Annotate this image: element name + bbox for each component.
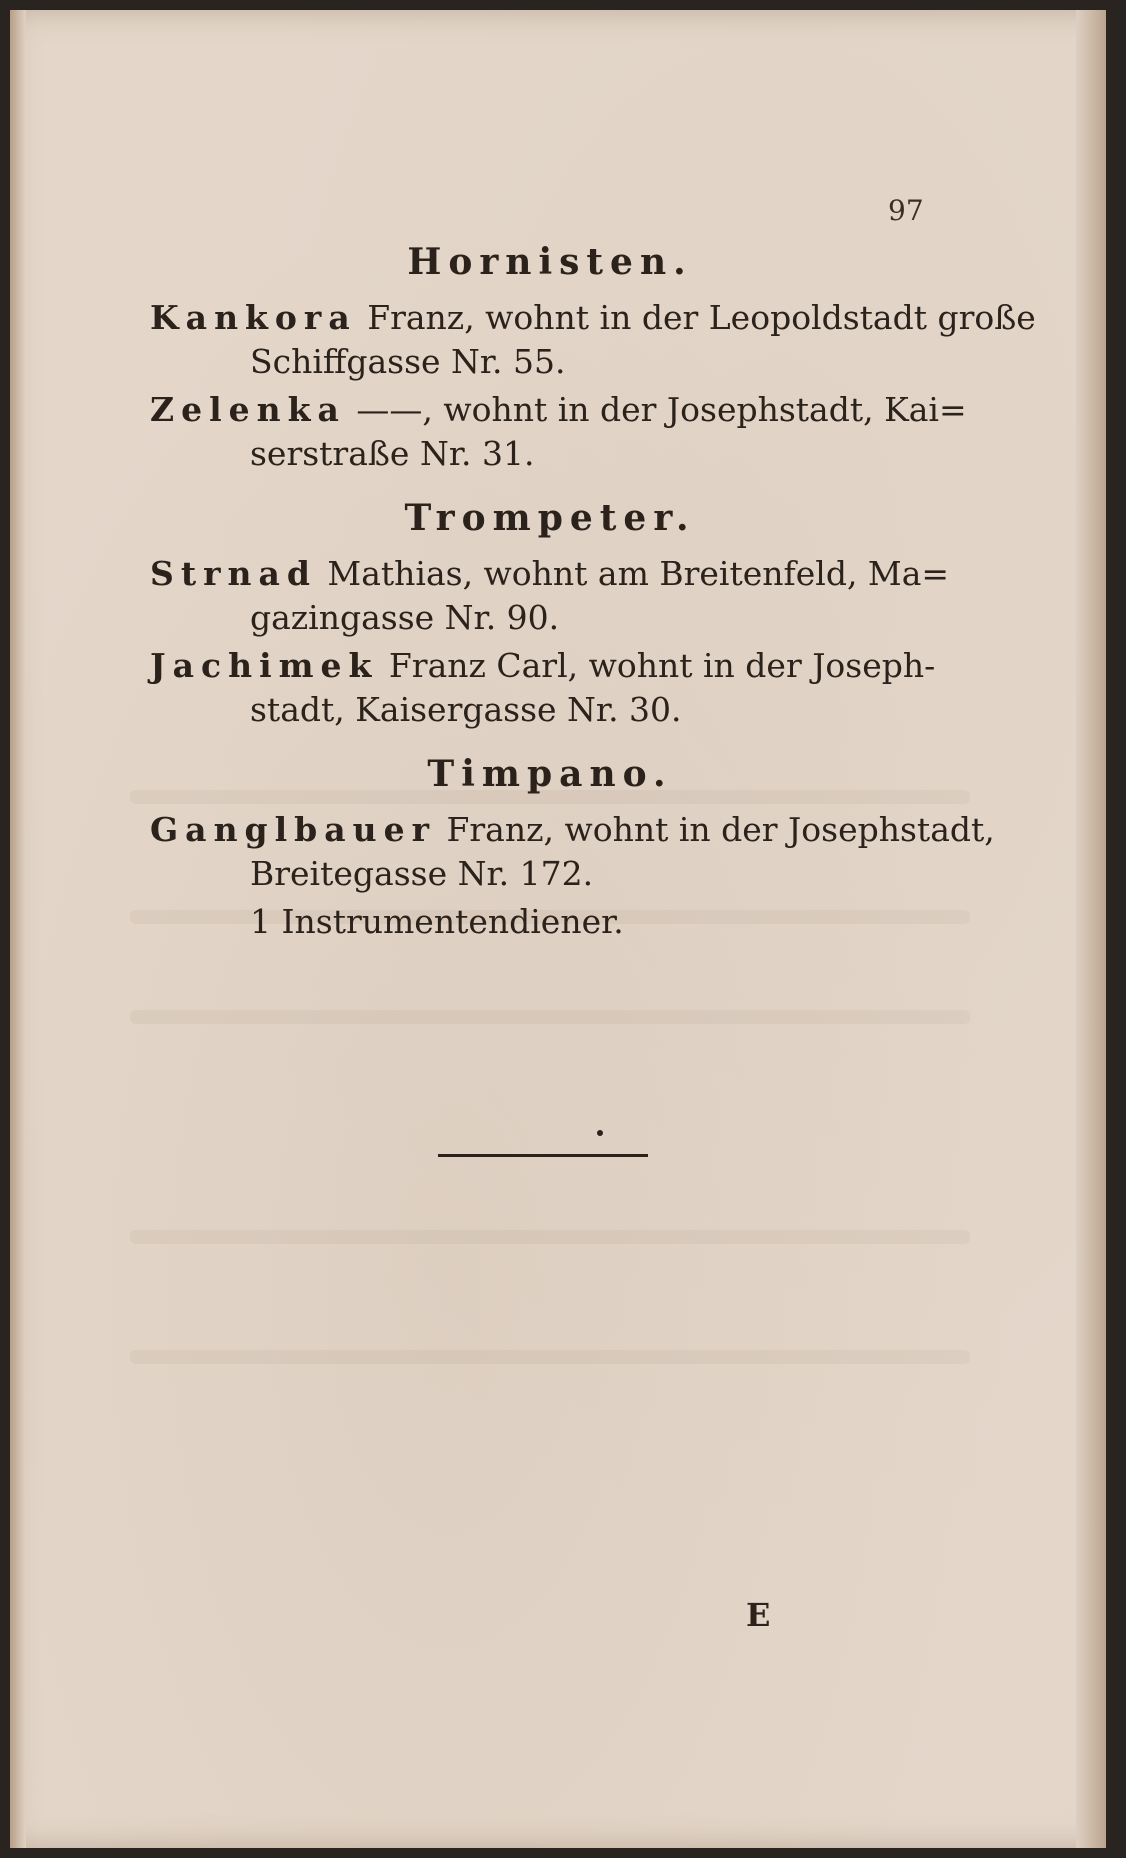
entry-surname: Kankora (150, 298, 357, 337)
list-item (150, 644, 950, 732)
entry-surname: Jachimek (150, 646, 379, 685)
entry-surname: Ganglbauer (150, 810, 436, 849)
page-edge (1076, 10, 1106, 1848)
list-item (150, 296, 1036, 384)
entry-continuation: serstraße Nr. 31. (250, 434, 535, 473)
page-gutter (10, 10, 26, 1848)
entry-continuation: stadt, Kaisergasse Nr. 30. (250, 690, 682, 729)
list-item (150, 808, 995, 896)
ornament-dot (597, 1130, 603, 1136)
section-note: 1 Instrumentendiener. (250, 902, 624, 941)
entry-text: Franz Carl, wohnt in der Joseph- (388, 646, 936, 685)
entry-text: Franz, wohnt in der Leopoldstadt große (367, 298, 1036, 337)
closing-rule (438, 1154, 648, 1157)
list-item (150, 552, 950, 640)
page-content (150, 238, 1036, 944)
entry-continuation: Breitegasse Nr. 172. (250, 854, 594, 893)
section-heading-trompeter: Trompeter. (404, 497, 696, 539)
section-heading-timpano: Timpano. (427, 753, 673, 795)
entry-text: Franz, wohnt in der Josephstadt, (446, 810, 995, 849)
entry-text: ——, wohnt in der Josephstadt, Kai= (356, 390, 967, 429)
bleed-through (130, 1350, 970, 1364)
entry-continuation: gazingasse Nr. 90. (250, 598, 560, 637)
bleed-through (130, 1010, 970, 1024)
entry-surname: Strnad (150, 554, 317, 593)
book-page (10, 10, 1106, 1848)
bleed-through (130, 1230, 970, 1244)
signature-mark: E (746, 1596, 771, 1634)
entry-surname: Zelenka (150, 390, 346, 429)
page-number: 97 (888, 194, 924, 227)
entry-text: Mathias, wohnt am Breitenfeld, Ma= (327, 554, 950, 593)
list-item (150, 388, 967, 476)
section-heading-hornisten: Hornisten. (407, 241, 693, 283)
entry-continuation: Schiffgasse Nr. 55. (250, 342, 566, 381)
